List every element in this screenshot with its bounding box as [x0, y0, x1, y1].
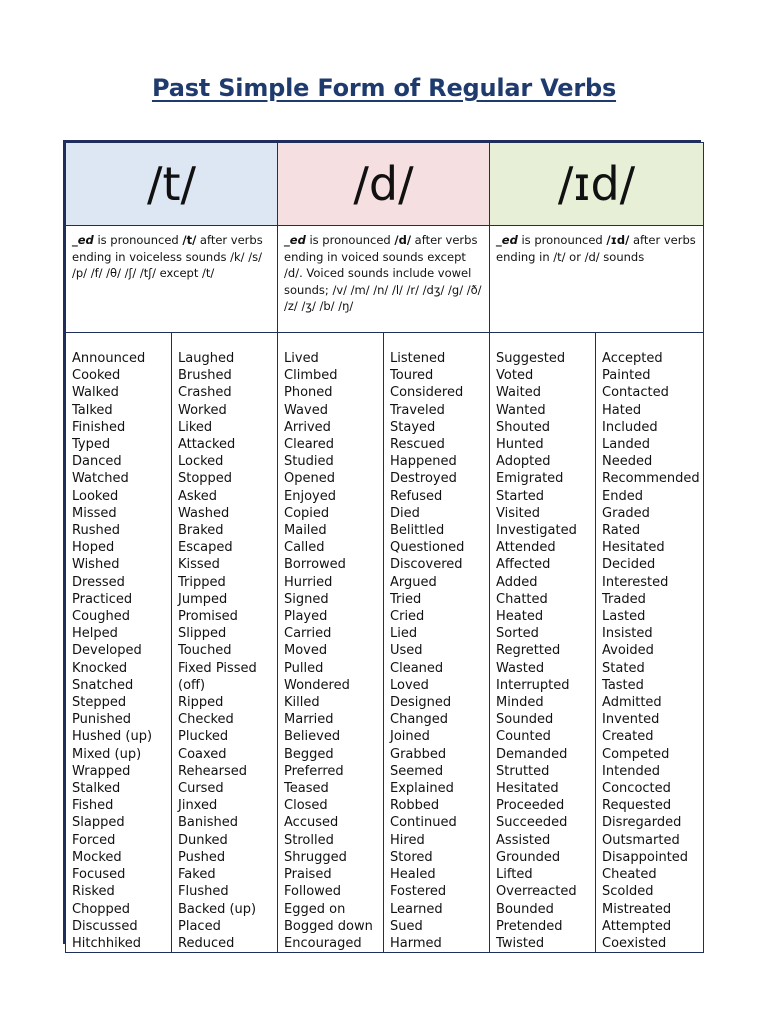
verb-item: Refused [390, 488, 443, 504]
verb-item: Rescued [390, 437, 445, 453]
verb-item: Wondered [284, 677, 350, 693]
verb-item: Invented [602, 712, 660, 728]
header-row [66, 143, 704, 226]
verb-item: Mocked [72, 849, 122, 865]
verb-item: Coexisted [602, 935, 667, 951]
verb-item: Stated [602, 660, 645, 676]
desc-prefix: _ed [72, 233, 94, 247]
verb-item: Opened [284, 471, 335, 487]
verb-table [63, 140, 701, 951]
verb-item: Strutted [496, 763, 550, 779]
verb-item: Believed [284, 729, 341, 745]
verb-item: Grounded [496, 849, 561, 865]
verb-item: Seemed [390, 763, 444, 779]
verb-item: Cleaned [390, 660, 444, 676]
word-list-t-b [172, 333, 278, 953]
verb-item: Preferred [284, 763, 344, 779]
verb-item: Stalked [72, 781, 121, 797]
description-t [66, 226, 278, 333]
description-row [66, 226, 704, 333]
verb-item: Waved [284, 402, 328, 418]
verb-item: Stored [390, 849, 433, 865]
verb-item: Jumped [178, 591, 228, 607]
verb-item: Escaped [178, 540, 233, 556]
verb-item: Cooked [72, 368, 121, 384]
verb-item: Braked [178, 523, 224, 539]
verb-item: Assisted [496, 832, 551, 848]
verb-item: Overreacted [496, 884, 577, 900]
verb-item: Competed [602, 746, 670, 762]
verb-item: Praised [284, 867, 332, 883]
verb-item: Wished [72, 557, 120, 573]
verb-item: Shrugged [284, 849, 347, 865]
verb-item: Watched [72, 471, 129, 487]
verb-item: Insisted [602, 626, 653, 642]
word-list-d-a [278, 333, 384, 953]
desc-prefix: _ed [496, 233, 518, 247]
verb-item: Checked [178, 712, 234, 728]
verb-item: Sorted [496, 626, 539, 642]
verb-item: Strolled [284, 832, 334, 848]
verb-item: Contacted [602, 385, 669, 401]
verb-item: Talked [72, 402, 113, 418]
verb-item: Forced [72, 832, 116, 848]
verb-item: Grabbed [390, 746, 447, 762]
desc-sound: /ɪd/ [606, 233, 630, 247]
desc-prefix: _ed [284, 233, 306, 247]
verb-item: Disregarded [602, 815, 682, 831]
verb-item: Minded [496, 695, 544, 711]
header-id [490, 143, 704, 226]
verb-item: Joined [390, 729, 430, 745]
verb-item: Hesitated [496, 781, 559, 797]
sound-symbol: /d/ [353, 157, 414, 211]
verb-item: Shouted [496, 419, 551, 435]
verb-item: Rehearsed [178, 763, 248, 779]
verb-item: Married [284, 712, 334, 728]
verb-item: Tried [390, 591, 422, 607]
desc-sound: /d/ [394, 233, 412, 247]
verb-item: Coughed [72, 609, 131, 625]
verb-item: Plucked [178, 729, 229, 745]
verb-item: Needed [602, 454, 653, 470]
verb-item: Counted [496, 729, 551, 745]
verb-item: Closed [284, 798, 328, 814]
verb-item: Laughed [178, 351, 235, 366]
verb-item: Arrived [284, 419, 331, 435]
verb-item: Emigrated [496, 471, 564, 487]
verb-item: Called [284, 540, 325, 556]
verb-item: Crashed [178, 385, 232, 401]
verb-item: Cursed [178, 781, 224, 797]
verb-item: Rated [602, 523, 641, 539]
verb-item: Followed [284, 884, 342, 900]
verb-item: Mixed (up) [72, 746, 142, 762]
verb-item: Questioned [390, 540, 465, 556]
verb-item: Stepped [72, 695, 127, 711]
verb-item: Wanted [496, 402, 546, 418]
verb-item: Killed [284, 695, 320, 711]
verb-item: Hushed (up) [72, 729, 153, 745]
verb-item: Investigated [496, 523, 577, 539]
verb-item: Copied [284, 505, 330, 521]
verb-item: Mailed [284, 523, 327, 539]
verb-item: Begged [284, 746, 334, 762]
verb-item: Waited [496, 385, 541, 401]
verb-item: Asked [178, 488, 217, 504]
verb-item: Risked [72, 884, 115, 900]
verb-item: Argued [390, 574, 437, 590]
verb-item: Liked [178, 419, 213, 435]
verb-item: Climbed [284, 368, 338, 384]
verb-item: Accepted [602, 351, 663, 366]
verb-item: Continued [390, 815, 457, 831]
verb-item: Stayed [390, 419, 436, 435]
sound-symbol: /ɪd/ [557, 157, 636, 211]
verb-item: Snatched [72, 677, 134, 693]
verb-item: Used [390, 643, 423, 659]
verb-item: Recommended [602, 471, 700, 487]
verb-item: Lied [390, 626, 418, 642]
verb-item: Punished [72, 712, 131, 728]
verb-item: Flushed [178, 884, 229, 900]
verb-item: Landed [602, 437, 650, 453]
verb-item: Disappointed [602, 849, 689, 865]
verb-item: Died [390, 505, 420, 521]
verb-item: Developed [72, 643, 142, 659]
verb-item: Teased [284, 781, 329, 797]
verb-table-grid [65, 142, 704, 953]
verb-item: Requested [602, 798, 672, 814]
verb-item: Walked [72, 385, 119, 401]
verb-item: Tasted [602, 677, 644, 693]
verb-item: Jinxed [178, 798, 218, 814]
verb-item: Placed [178, 918, 221, 934]
verb-item: Slapped [72, 815, 125, 831]
verb-item: Cleared [284, 437, 334, 453]
verb-item: Visited [496, 505, 540, 521]
verb-item: Moved [284, 643, 328, 659]
verb-item: Proceeded [496, 798, 565, 814]
verb-item: Sued [390, 918, 423, 934]
verb-item: Happened [390, 454, 457, 470]
verb-item: Intended [602, 763, 660, 779]
verb-item: Voted [496, 368, 534, 384]
verb-item: Lived [284, 351, 319, 366]
verb-item: Created [602, 729, 654, 745]
verb-item: Dressed [72, 574, 125, 590]
verb-item: Faked [178, 867, 216, 883]
desc-mid: is pronounced [93, 233, 183, 247]
verb-item: Harmed [390, 935, 442, 951]
verb-item: Helped [72, 626, 118, 642]
verb-item: Worked [178, 402, 227, 418]
verb-item: Touched [178, 643, 232, 659]
verb-item: Hunted [496, 437, 544, 453]
verb-item: Banished [178, 815, 238, 831]
verb-item: Decided [602, 557, 656, 573]
verb-item: Finished [72, 419, 126, 435]
verb-item: Admitted [602, 695, 662, 711]
verb-item: Loved [390, 677, 429, 693]
verb-item: Studied [284, 454, 334, 470]
verb-item: Graded [602, 505, 650, 521]
verb-item: Traded [602, 591, 646, 607]
verb-item: Outsmarted [602, 832, 680, 848]
verb-item: Practiced [72, 591, 133, 607]
verb-item: Pushed [178, 849, 226, 865]
verb-item: Played [284, 609, 328, 625]
word-list-d-b [384, 333, 490, 953]
verb-item: Promised [178, 609, 238, 625]
verb-item: Twisted [496, 935, 545, 951]
verb-item: Knocked [72, 660, 128, 676]
verb-item: Dunked [178, 832, 228, 848]
verb-item: Attempted [602, 918, 672, 934]
verb-item: Accused [284, 815, 339, 831]
verb-item: Typed [72, 437, 111, 453]
verb-item: Fixed Pissed [178, 660, 257, 676]
verb-item: Painted [602, 368, 651, 384]
verb-item: Fostered [390, 884, 447, 900]
verb-item: Attended [496, 540, 556, 556]
verb-item: Attacked [178, 437, 236, 453]
verb-item: Wasted [496, 660, 545, 676]
verb-item: (off) [178, 677, 206, 693]
verb-item: Designed [390, 695, 452, 711]
verb-item: Explained [390, 781, 454, 797]
verb-item: Started [496, 488, 545, 504]
verb-item: Cried [390, 609, 425, 625]
desc-rest: after verbs ending in voiceless sounds /k/ /s/ /p/ /f/ /θ/ /ʃ/ /tʃ/ except /t/ [72, 233, 263, 280]
verb-item: Changed [390, 712, 449, 728]
word-list-t-a [66, 333, 172, 953]
verb-item: Interested [602, 574, 669, 590]
verb-item: Included [602, 419, 658, 435]
word-list-id-a [490, 333, 596, 953]
verb-item: Locked [178, 454, 224, 470]
verb-item: Traveled [390, 402, 445, 418]
verb-item: Hated [602, 402, 642, 418]
verb-item: Mistreated [602, 901, 672, 917]
verb-item: Avoided [602, 643, 654, 659]
desc-mid: is pronounced [305, 233, 395, 247]
verb-item: Kissed [178, 557, 220, 573]
verb-item: Discussed [72, 918, 138, 934]
verb-item: Lasted [602, 609, 646, 625]
verb-item: Brushed [178, 368, 232, 384]
description-d [278, 226, 490, 333]
verb-item: Carried [284, 626, 332, 642]
verb-item: Stopped [178, 471, 233, 487]
verb-item: Missed [72, 505, 117, 521]
verb-item: Focused [72, 867, 126, 883]
sound-symbol: /t/ [146, 157, 197, 211]
page-title: Past Simple Form of Regular Verbs [151, 74, 617, 102]
verb-item: Added [496, 574, 538, 590]
verb-item: Enjoyed [284, 488, 336, 504]
verb-item: Backed (up) [178, 901, 257, 917]
verb-item: Regretted [496, 643, 561, 659]
verb-item: Hesitated [602, 540, 665, 556]
verb-item: Hitchhiked [72, 935, 142, 951]
verb-item: Chopped [72, 901, 131, 917]
desc-rest: after verbs ending in /t/ or /d/ sounds [496, 233, 696, 264]
verb-item: Signed [284, 591, 329, 607]
verb-item: Destroyed [390, 471, 457, 487]
desc-mid: is pronounced [517, 233, 607, 247]
verb-item: Scolded [602, 884, 654, 900]
verb-item: Robbed [390, 798, 440, 814]
verb-item: Ended [602, 488, 643, 504]
description-id [490, 226, 704, 333]
word-list-id-b [596, 333, 704, 953]
verb-item: Chatted [496, 591, 548, 607]
verb-item: Rushed [72, 523, 120, 539]
verb-item: Borrowed [284, 557, 346, 573]
verb-item: Healed [390, 867, 436, 883]
verb-item: Slipped [178, 626, 227, 642]
words-row [66, 333, 704, 953]
verb-item: Discovered [390, 557, 463, 573]
verb-item: Pulled [284, 660, 324, 676]
verb-item: Interrupted [496, 677, 570, 693]
verb-item: Coaxed [178, 746, 227, 762]
verb-item: Suggested [496, 351, 566, 366]
verb-item: Bogged down [284, 918, 373, 934]
verb-item: Reduced [178, 935, 235, 951]
header-t [66, 143, 278, 226]
verb-item: Encouraged [284, 935, 362, 951]
verb-item: Toured [390, 368, 434, 384]
verb-item: Wrapped [72, 763, 131, 779]
verb-item: Tripped [178, 574, 226, 590]
verb-item: Looked [72, 488, 119, 504]
verb-item: Learned [390, 901, 443, 917]
verb-item: Considered [390, 385, 464, 401]
verb-item: Announced [72, 351, 146, 366]
verb-item: Succeeded [496, 815, 568, 831]
verb-item: Hired [390, 832, 425, 848]
desc-sound: /t/ [182, 233, 197, 247]
header-d [278, 143, 490, 226]
verb-item: Egged on [284, 901, 346, 917]
verb-item: Lifted [496, 867, 533, 883]
verb-item: Bounded [496, 901, 554, 917]
verb-item: Affected [496, 557, 551, 573]
verb-item: Cheated [602, 867, 657, 883]
verb-item: Washed [178, 505, 230, 521]
verb-item: Listened [390, 351, 446, 366]
verb-item: Belittled [390, 523, 445, 539]
verb-item: Concocted [602, 781, 671, 797]
verb-item: Sounded [496, 712, 554, 728]
verb-item: Pretended [496, 918, 563, 934]
verb-item: Heated [496, 609, 544, 625]
verb-item: Hurried [284, 574, 333, 590]
desc-rest: after verbs ending in voiced sounds except /d/. Voiced sounds include vowel sounds; /v/ /m/ /n/ /l/ /r/ /dʒ/ /g/ /ð/ /z/ /ʒ/ /b/ /ŋ/ [284, 233, 482, 313]
verb-item: Hoped [72, 540, 115, 556]
verb-item: Fished [72, 798, 114, 814]
verb-item: Ripped [178, 695, 224, 711]
verb-item: Phoned [284, 385, 333, 401]
verb-item: Danced [72, 454, 122, 470]
verb-item: Adopted [496, 454, 551, 470]
verb-item: Demanded [496, 746, 568, 762]
